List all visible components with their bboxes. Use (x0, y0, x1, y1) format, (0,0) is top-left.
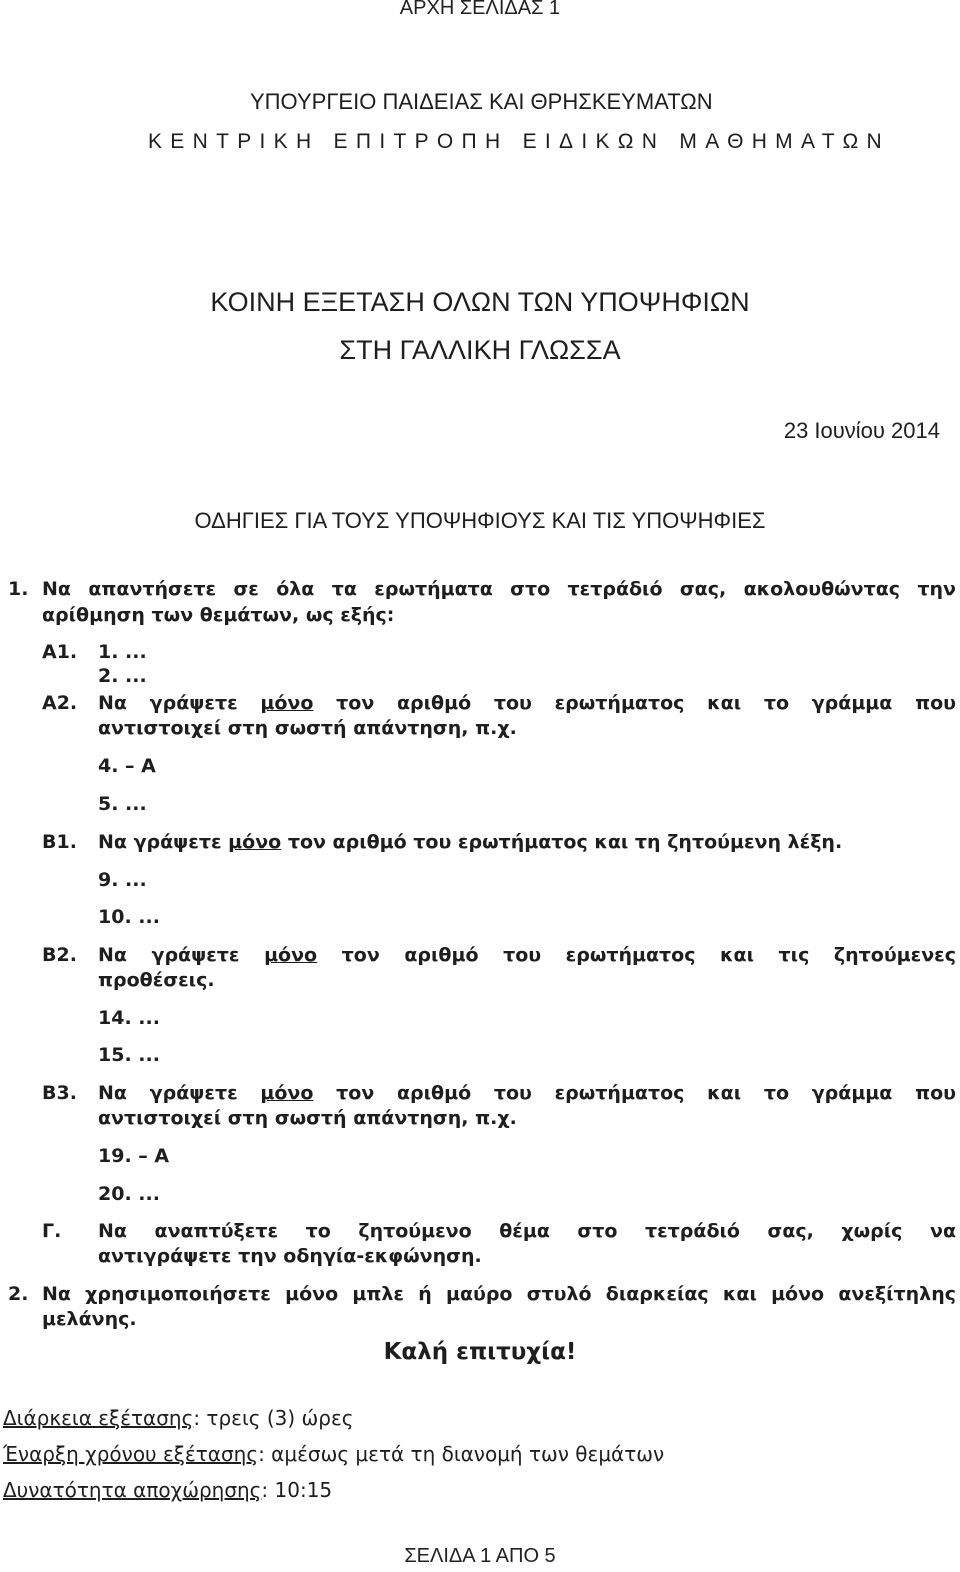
exam-title-line-2: ΣΤΗ ΓΑΛΛΙΚΗ ΓΛΩΣΣΑ (339, 335, 621, 365)
a1-example-2: 2. ... (98, 665, 147, 687)
b3-line-2: αντιστοιχεί στη σωστή απάντηση, π.χ. (98, 1107, 517, 1129)
item-1-line-1: Να απαντήσετε σε όλα τα ερωτήματα στο τετράδιό σας, ακολουθώντας την (42, 578, 956, 600)
leave-line: Δυνατότητα αποχώρησης: 10:15 (3, 1478, 333, 1502)
g-line-2: αντιγράψετε την οδηγία-εκφώνηση. (98, 1245, 482, 1267)
b1-line-1: Να γράψετε μόνο τον αριθμό του ερωτήματος και τη ζητούμενη λέξη. (98, 831, 843, 853)
leave-label: Δυνατότητα αποχώρησης (3, 1478, 262, 1502)
item-2-line-2: μελάνης. (42, 1308, 137, 1330)
item-2-line-1: Να χρησιμοποιήσετε μόνο μπλε ή μαύρο στυλό διαρκείας και μόνο ανεξίτηλης (42, 1283, 956, 1305)
a2-example-2: 5. ... (98, 793, 147, 815)
a1-example-1: 1. ... (98, 641, 147, 663)
ministry-title: ΥΠΟΥΡΓΕΙΟ ΠΑΙΔΕΙΑΣ ΚΑΙ ΘΡΗΣΚΕΥΜΑΤΩΝ (250, 89, 713, 114)
b3-example-1: 19. – Α (98, 1145, 170, 1167)
duration-line: Διάρκεια εξέτασης: τρεις (3) ώρες (3, 1406, 354, 1430)
g-line-1: Να αναπτύξετε το ζητούμενο θέμα στο τετράδιό σας, χωρίς να (98, 1220, 956, 1242)
page-footer: ΣΕΛΙΔΑ 1 ΑΠΟ 5 (404, 1545, 556, 1567)
b2-line-2: προθέσεις. (98, 969, 215, 991)
b3-label: Β3. (42, 1082, 77, 1104)
a2-example-1: 4. – Α (98, 755, 156, 777)
duration-label: Διάρκεια εξέτασης (3, 1406, 194, 1430)
b3-line-1: Να γράψετε μόνο τον αριθμό του ερωτήματος και το γράμμα που (98, 1082, 956, 1104)
exam-date: 23 Ιουνίου 2014 (783, 418, 940, 443)
a2-line-1: Να γράψετε μόνο τον αριθμό του ερωτήματος και το γράμμα που (98, 692, 956, 714)
g-label: Γ. (42, 1220, 62, 1242)
b1-label: Β1. (42, 831, 77, 853)
b3-emphasis: μόνο (260, 1082, 314, 1104)
item-1-number: 1. (8, 578, 29, 600)
a2-label: Α2. (42, 692, 78, 714)
b2-example-1: 14. ... (98, 1007, 160, 1029)
b2-emphasis: μόνο (264, 944, 318, 966)
b2-example-2: 15. ... (98, 1044, 160, 1066)
b1-emphasis: μόνο (228, 831, 282, 853)
exam-title-line-1: ΚΟΙΝΗ ΕΞΕΤΑΣΗ ΟΛΩΝ ΤΩΝ ΥΠΟΨΗΦΙΩΝ (210, 287, 750, 317)
item-1-line-2: αρίθμηση των θεμάτων, ως εξής: (42, 604, 395, 626)
a2-line-2: αντιστοιχεί στη σωστή απάντηση, π.χ. (98, 717, 517, 739)
start-line: Έναρξη χρόνου εξέτασης: αμέσως μετά τη διανομή των θεμάτων (3, 1442, 665, 1466)
b1-example-2: 10. ... (98, 906, 160, 928)
b1-example-1: 9. ... (98, 869, 147, 891)
page-header: ΑΡΧΗ ΣΕΛΙΔΑΣ 1 (399, 0, 561, 19)
committee-title: ΚΕΝΤΡΙΚΗ ΕΠΙΤΡΟΠΗ ΕΙΔΙΚΩΝ ΜΑΘΗΜΑΤΩΝ (148, 130, 890, 153)
instructions-title: ΟΔΗΓΙΕΣ ΓΙΑ ΤΟΥΣ ΥΠΟΨΗΦΙΟΥΣ ΚΑΙ ΤΙΣ ΥΠΟΨΗΦΙΕΣ (194, 508, 766, 533)
a1-label: Α1. (42, 641, 78, 663)
a2-emphasis: μόνο (260, 692, 314, 714)
item-2-number: 2. (8, 1283, 29, 1305)
b3-example-2: 20. ... (98, 1183, 160, 1205)
good-luck: Καλή επιτυχία! (383, 1339, 577, 1365)
start-label: Έναρξη χρόνου εξέτασης (3, 1442, 259, 1466)
b2-label: Β2. (42, 944, 77, 966)
b2-line-1: Να γράψετε μόνο τον αριθμό του ερωτήματος και τις ζητούμενες (98, 944, 956, 966)
